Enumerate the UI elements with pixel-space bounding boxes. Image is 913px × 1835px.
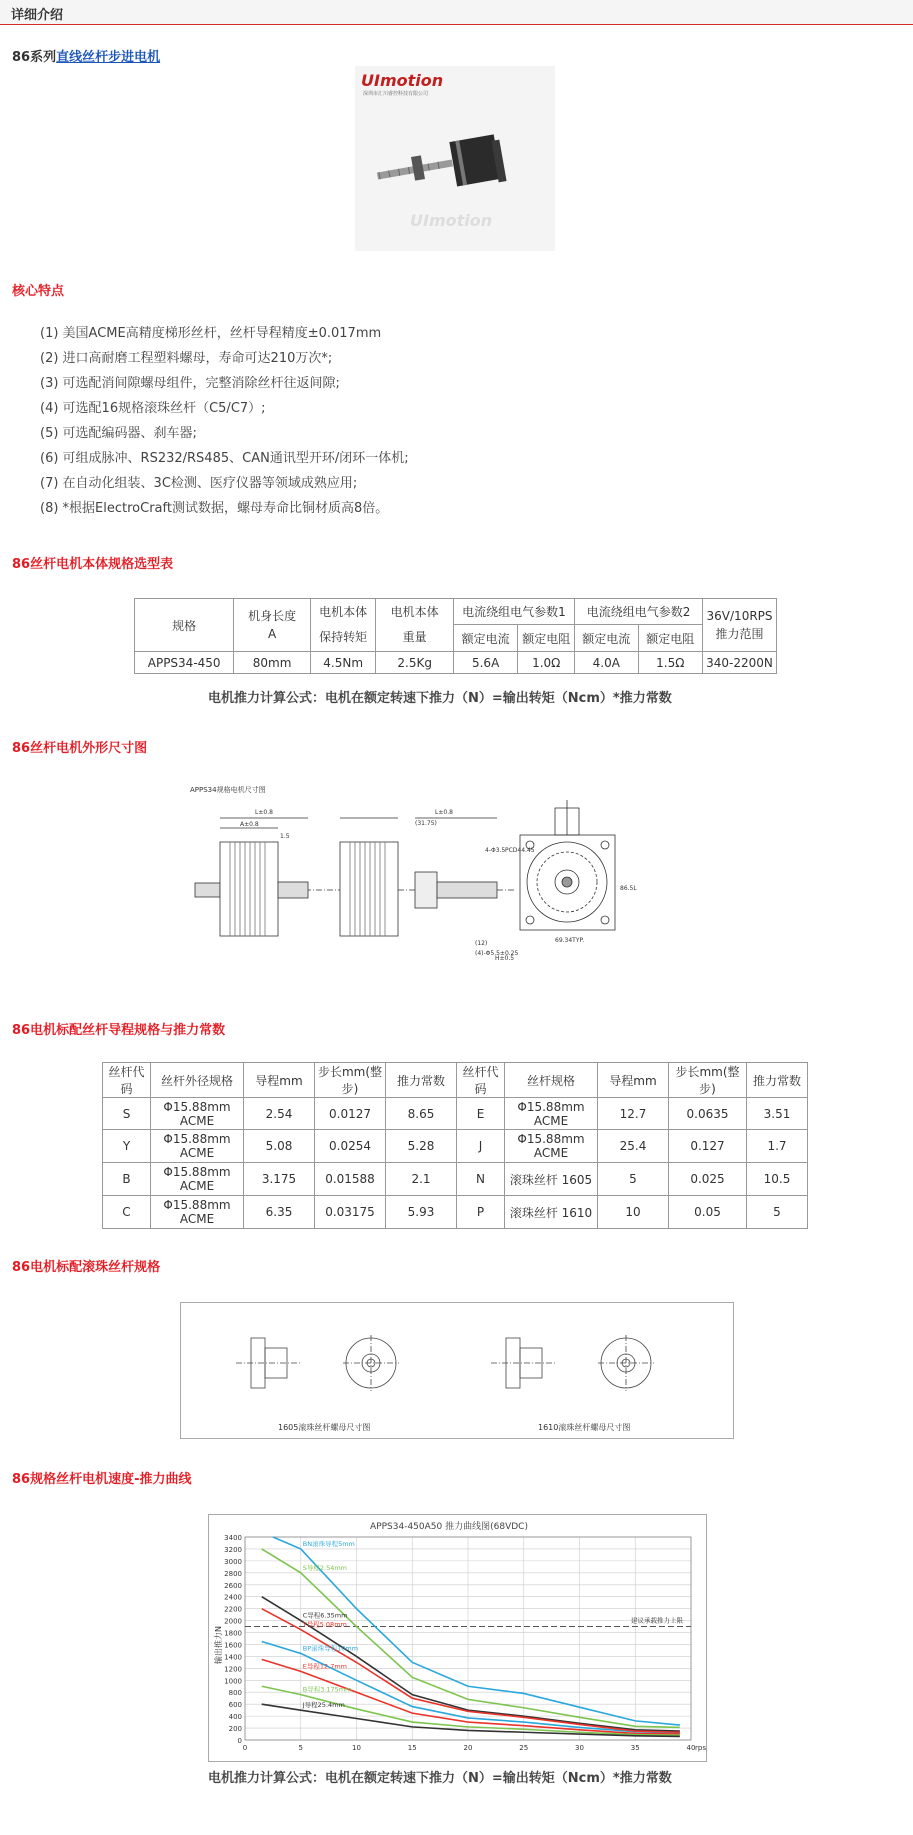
lead-cell: 6.35 [244, 1196, 315, 1229]
lead-title: 86电机标配丝杆导程规格与推力常数 [12, 1023, 226, 1038]
dim-label: A±0.8 [240, 821, 259, 828]
product-image [355, 66, 555, 251]
spec-h-resist2: 额定电阻 [638, 625, 703, 652]
lead-cell: Φ15.88mm ACME [151, 1098, 244, 1130]
lead-cell: Φ15.88mm ACME [505, 1130, 598, 1163]
chart-title: APPS34-450A50 推力曲线图(68VDC) [370, 1522, 528, 1532]
spec-table [134, 598, 777, 674]
chart-labels-group [302, 1539, 358, 1709]
feature-item: (4) 可选配16规格滚珠丝杆（C5/C7）; [40, 401, 266, 416]
lead-row [103, 1196, 808, 1229]
lead-header: 丝杆代码 [457, 1063, 505, 1098]
chart-ytick: 200 [228, 1725, 242, 1734]
ball-svg [181, 1303, 733, 1438]
spec-h-model: 规格 [135, 599, 234, 652]
chart-ytick: 1600 [224, 1641, 242, 1650]
spec-cell: 2.5Kg [376, 652, 453, 674]
lead-header: 推力常数 [747, 1063, 808, 1098]
curve-title: 86规格丝杆电机速度-推力曲线 [12, 1472, 192, 1487]
chart-xtick: 35 [630, 1744, 640, 1752]
lead-cell: 0.0635 [669, 1098, 747, 1130]
intro-line [12, 46, 160, 65]
chart-ytick: 600 [228, 1701, 242, 1710]
intro-prefix: 86系列 [12, 50, 57, 65]
chart-series-label: E导程12.7mm [302, 1662, 347, 1671]
lead-cell: 10.5 [747, 1163, 808, 1196]
chart-ytick: 1000 [224, 1677, 242, 1686]
lead-cell: 0.05 [669, 1196, 747, 1229]
dim-label: (31.75) [415, 820, 437, 827]
lead-cell: E [457, 1098, 505, 1130]
lead-cell: Y [103, 1130, 151, 1163]
chart-grid [224, 1534, 706, 1752]
chart-ytick: 2200 [224, 1605, 242, 1614]
spec-h-len: 机身长度 A [234, 599, 310, 652]
logo-subtitle: 深圳市汇川睿控科技有限公司 [363, 91, 429, 97]
chart-ylabel: 输出推力N [214, 1626, 223, 1664]
chart-series-label: BN滚珠导程5mm [302, 1539, 355, 1548]
lead-cell: 滚珠丝杆 1605 [505, 1163, 598, 1196]
product-photo [355, 66, 555, 251]
spec-cell: 1.5Ω [638, 652, 703, 674]
lead-cell: 3.51 [747, 1098, 808, 1130]
lead-header: 步长mm(整步) [315, 1063, 386, 1098]
chart-xtick: 10 [352, 1744, 361, 1752]
lead-cell: 5.08 [244, 1130, 315, 1163]
spec-cell: APPS34-450 [135, 652, 234, 674]
lead-cell: P [457, 1196, 505, 1229]
spec-cell: 80mm [234, 652, 310, 674]
spec-cell: 340-2200N [703, 652, 777, 674]
chart-series-label: S导程2.54mm [302, 1563, 348, 1572]
spec-h-current2: 额定电流 [575, 625, 639, 652]
lead-cell: 0.0127 [315, 1098, 386, 1130]
lead-header: 步长mm(整步) [669, 1063, 747, 1098]
lead-cell: 3.175 [244, 1163, 315, 1196]
spec-h-thrust: 36V/10RPS 推力范围 [703, 599, 777, 652]
feature-item: (7) 在自动化组装、3C检测、医疗仪器等领域成熟应用; [40, 476, 358, 491]
chart-series-label: BP滚珠导程10mm [302, 1644, 359, 1653]
lead-header-row [103, 1063, 808, 1098]
chart-xtick: 15 [407, 1744, 417, 1752]
lead-cell: Φ15.88mm ACME [151, 1196, 244, 1229]
logo-watermark: UImotion [410, 211, 493, 230]
dimension-drawing [185, 780, 725, 965]
lead-cell: C [103, 1196, 151, 1229]
drawing-title: APPS34规格电机尺寸图 [190, 786, 266, 794]
lead-header: 导程mm [598, 1063, 669, 1098]
lead-cell: S [103, 1098, 151, 1130]
lead-cell: 12.7 [598, 1098, 669, 1130]
chart-series-label: Y导程5.08mm [302, 1620, 347, 1629]
lead-cell: 5 [747, 1196, 808, 1229]
product-link[interactable]: 直线丝杆步进电机 [56, 50, 161, 65]
lead-cell: Φ15.88mm ACME [505, 1098, 598, 1130]
lead-table [102, 1062, 808, 1229]
spec-formula: 电机推力计算公式：电机在额定转速下推力（N）=输出转矩（Ncm）*推力常数 [208, 691, 672, 706]
spec-h-hold: 电机本体 保持转矩 [310, 599, 376, 652]
chart-limit-label: 建议承载推力上限 [631, 1616, 683, 1625]
ball-caption-1605: 1605滚珠丝杆螺母尺寸图 [278, 1423, 371, 1432]
spec-h-resist: 额定电阻 [518, 625, 575, 652]
curve-chart [208, 1514, 707, 1762]
lead-cell: 5.28 [386, 1130, 457, 1163]
chart-ytick: 2400 [224, 1593, 242, 1602]
dim-label: 4-Φ3.5 [485, 847, 506, 854]
dimension-svg [185, 780, 725, 965]
chart-xtick: 0 [242, 1744, 248, 1752]
chart-ytick: 1800 [224, 1629, 242, 1638]
spec-h-weight: 电机本体 重量 [376, 599, 453, 652]
chart-ytick: 800 [228, 1689, 242, 1698]
chart-ytick: 2600 [224, 1581, 242, 1590]
spec-cell: 4.5Nm [310, 652, 376, 674]
lead-cell: 5 [598, 1163, 669, 1196]
lead-cell: 0.025 [669, 1163, 747, 1196]
chart-xtick: 30 [575, 1744, 584, 1752]
chart-series-label: C导程6.35mm [302, 1611, 348, 1620]
chart-series-label: B导程3.175mm [302, 1685, 352, 1694]
ball-title: 86电机标配滚珠丝杆规格 [12, 1260, 161, 1275]
lead-header: 丝杆外径规格 [151, 1063, 244, 1098]
chart-series-label: J导程25.4mm [302, 1701, 345, 1710]
dim-label: 86.5L [620, 885, 637, 892]
chart-ytick: 1400 [224, 1653, 242, 1662]
ball-drawing [180, 1302, 734, 1439]
section-header [0, 0, 913, 25]
chart-ytick: 2800 [224, 1569, 242, 1578]
chart-ytick: 3200 [224, 1545, 242, 1554]
curve-formula: 电机推力计算公式：电机在额定转速下推力（N）=输出转矩（Ncm）*推力常数 [208, 1771, 672, 1786]
lead-cell: 25.4 [598, 1130, 669, 1163]
feature-item: (2) 进口高耐磨工程塑料螺母，寿命可达210万次*; [40, 351, 333, 366]
feature-item: (5) 可选配编码器、刹车器; [40, 426, 197, 441]
spec-h-param1: 电流绕组电气参数1 [453, 599, 574, 625]
feature-item: (3) 可选配消间隙螺母组件，完整消除丝杆往返间隙; [40, 376, 340, 391]
spec-h-current: 额定电流 [453, 625, 518, 652]
chart-ytick: 400 [228, 1713, 242, 1722]
lead-cell: J [457, 1130, 505, 1163]
dim-label: H±0.5 [495, 955, 515, 962]
dim-title: 86丝杆电机外形尺寸图 [12, 741, 148, 756]
lead-cell: 10 [598, 1196, 669, 1229]
chart-xtick: 5 [298, 1744, 303, 1752]
dim-label: 69.34TYP. [555, 937, 585, 944]
feature-item: (6) 可组成脉冲、RS232/RS485、CAN通讯型开环/闭环一体机; [40, 451, 409, 466]
lead-cell: 1.7 [747, 1130, 808, 1163]
dim-label: (12) [475, 940, 488, 947]
lead-cell: 2.54 [244, 1098, 315, 1130]
lead-cell: B [103, 1163, 151, 1196]
lead-cell: Φ15.88mm ACME [151, 1130, 244, 1163]
features-list [40, 321, 409, 521]
lead-row [103, 1130, 808, 1163]
dim-label: 1.5 [280, 833, 290, 840]
spec-cell: 5.6A [453, 652, 518, 674]
lead-cell: 0.01588 [315, 1163, 386, 1196]
spec-row [135, 652, 777, 674]
chart-ytick: 2000 [224, 1617, 242, 1626]
chart-svg [209, 1515, 706, 1761]
feature-item: (1) 美国ACME高精度梯形丝杆，丝杆导程精度±0.017mm [40, 326, 382, 341]
spec-cell: 4.0A [575, 652, 639, 674]
spec-h-param2: 电流绕组电气参数2 [575, 599, 703, 625]
chart-xtick: 40 [686, 1744, 696, 1752]
lead-cell: 2.1 [386, 1163, 457, 1196]
logo-brand: UImotion [361, 71, 444, 90]
lead-cell: 5.93 [386, 1196, 457, 1229]
chart-ytick: 3000 [224, 1557, 242, 1566]
chart-ytick: 1200 [224, 1665, 242, 1674]
chart-xtick: 25 [519, 1744, 529, 1752]
lead-cell: 8.65 [386, 1098, 457, 1130]
features-title: 核心特点 [12, 284, 65, 299]
lead-cell: 0.0254 [315, 1130, 386, 1163]
chart-xtick: 20 [463, 1744, 473, 1752]
dim-label: L±0.8 [435, 809, 453, 816]
lead-header: 丝杆代码 [103, 1063, 151, 1098]
ball-caption-1610: 1610滚珠丝杆螺母尺寸图 [538, 1423, 631, 1432]
lead-header: 推力常数 [386, 1063, 457, 1098]
lead-header: 导程mm [244, 1063, 315, 1098]
section-header-title: 详细介绍 [11, 8, 64, 23]
spec-cell: 1.0Ω [518, 652, 575, 674]
lead-row [103, 1163, 808, 1196]
lead-cell: N [457, 1163, 505, 1196]
dim-label: L±0.8 [255, 809, 273, 816]
dim-label: (4)-Φ5.5±0.25 [475, 950, 519, 957]
lead-cell: Φ15.88mm ACME [151, 1163, 244, 1196]
lead-cell: 滚珠丝杆 1610 [505, 1196, 598, 1229]
lead-cell: 0.127 [669, 1130, 747, 1163]
spec-title: 86丝杆电机本体规格选型表 [12, 557, 174, 572]
chart-xlabel: rps [695, 1744, 706, 1752]
chart-ytick: 3400 [224, 1534, 242, 1542]
feature-item: (8) *根据ElectroCraft测试数据，螺母寿命比铜材质高8倍。 [40, 501, 389, 516]
dim-label: PCD44.45 [505, 847, 535, 854]
lead-row [103, 1098, 808, 1130]
chart-ytick: 0 [237, 1737, 242, 1745]
lead-cell: 0.03175 [315, 1196, 386, 1229]
lead-header: 丝杆规格 [505, 1063, 598, 1098]
